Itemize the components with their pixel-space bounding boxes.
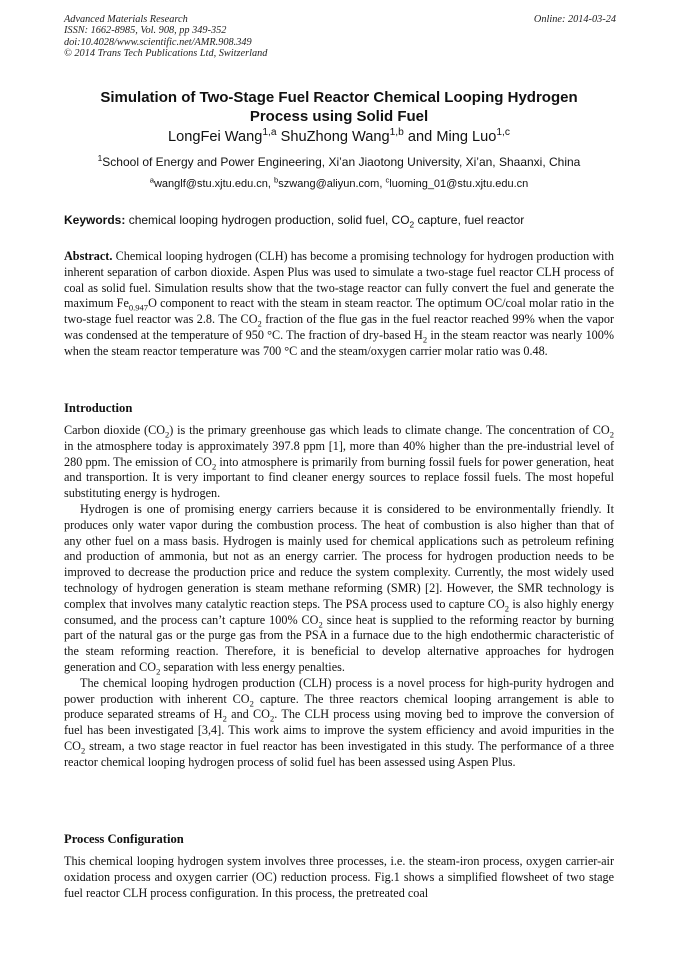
journal-name: Advanced Materials Research [64,14,188,25]
subscript: 2 [249,697,254,708]
email-a-mark: a [149,175,154,185]
author-1-affil: 1,a [262,127,277,139]
email-b-mark: b [274,175,279,185]
copyright-line: © 2014 Trans Tech Publications Ltd, Switzerland [64,48,268,60]
paragraph-text: in the atmosphere today is approximately 397.8 ppm [1], more than 40% higher than the pre-industrial level of 280 ppm. The emission of CO [64,438,614,469]
online-date: Online: 2014-03-24 [533,14,616,25]
title-line-2: Process using Solid Fuel [249,108,429,125]
keywords-label: Keywords: [64,213,126,227]
abstract-text: O component to react with the steam in steam reactor. The optimum OC/coal molar ratio in the two-stage fuel reactor was 2.8. The CO [64,296,614,327]
title-line-1: Simulation of Two-Stage Fuel Reactor Chemical Looping Hydrogen [100,89,578,106]
affiliation-mark: 1 [97,153,103,163]
author-conjunction: and [407,129,433,145]
email-c[interactable]: luoming_01@stu.xjtu.edu.cn [389,178,529,190]
email-c-mark: c [385,175,390,185]
keywords-subscript: 2 [409,219,415,230]
author-1: LongFei Wang [167,129,263,145]
paragraph-text: The chemical looping hydrogen production (CLH) process is a novel process for high-purity hydrogen and power production with inherent CO [64,675,614,706]
author-list [60,128,618,146]
paragraph-text: is also highly energy consumed, and the process can’t capture 100% CO [64,596,614,627]
paragraph-text: into atmosphere is primarily from burning fossil fuels for power generation, heat and transportion. It is very important to find cleaner energy sources to replace fossil fuels. The most hopeful substituting energy is hydrogen. [64,454,614,501]
author-3: Ming Luo [436,129,497,145]
email-a[interactable]: wanglf@stu.xjtu.edu.cn, [153,178,271,190]
subscript: 2 [422,334,428,345]
abstract-text: in the steam reactor was nearly 100% when the steam reactor temperature was 700 °C and the steam/oxygen carrier molar ratio was 0.48. [64,327,615,358]
issn-line: ISSN: 1662-8985, Vol. 908, pp 349-352 [64,25,227,37]
paragraph-text: stream, a two stage reactor in fuel reactor has been investigated in this study. The performance of a three reactor chemical looping hydrogen process of solid fuel has been assessed using Aspen Plus. [64,738,615,769]
abstract-text: Chemical looping hydrogen (CLH) has become a promising technology for hydrogen production with inherent separation of carbon dioxide. Aspen Plus was used to simulate a two-stage fuel reactor CLH process of coal as solid fuel. Simulation results show that the two-stage reactor can fully convert the fuel and generate the maximum Fe [64,249,615,311]
abstract-label: Abstract. [64,249,113,263]
paragraph-text: Hydrogen is one of promising energy carriers because it is considered to be environmentally friendly. It produces only water vapor during the combustion process. The heat of combustion is also higher than that of any other fuel on a mass basis. Hydrogen is mainly used for chemical applications such as petroleum refining and production of ammonia, but not as an energy carrier. The process for hydrogen production needs to be improved to decrease the production price and reduce the system complexity. Currently, the most widely used technology of hydrogen generation is steam methane reforming (SMR) [2]. However, the SMR technology is complex that involves many catalytic reaction steps. The PSA process used to capture CO [64,501,614,611]
abstract [64,249,614,360]
paragraph-text: Carbon dioxide (CO [64,423,166,437]
subscript: 2 [504,603,510,614]
process-paragraph-1: This chemical looping hydrogen system involves three processes, i.e. the steam-iron process, oxygen carrier-air oxidation process and oxygen carrier (OC) reduction process. Fig.1 shows a simplified flowsheet of two stage fuel reactor CLH process configuration. In this process, the pretreated coal [64,854,614,900]
keywords [64,213,616,228]
email-list [60,177,618,191]
subscript: 2 [156,666,161,677]
keywords-text-2: capture, fuel reactor [417,213,525,227]
subscript: 2 [609,429,614,440]
paragraph-text: since heat is supplied to the reforming reactor by burning part of the natural gas or the purge gas from the PSA in a furnace due to the high endothermic characteristic of the steam reforming reaction. Therefore, it is beneficial to develop alternative approaches for hydrogen generation and CO [64,612,615,674]
author-3-affil: 1,c [496,127,511,139]
subscript: 2 [270,713,275,724]
paragraph-text: separation with less energy penalties. [163,659,345,674]
process-configuration-heading: Process Configuration [64,832,184,846]
paragraph-text: capture. The three reactors chemical looping arrangement is able to produce separated streams of H [64,691,614,722]
introduction-heading: Introduction [64,401,133,415]
email-b[interactable]: szwang@aliyun.com, [278,178,383,190]
subscript: 2 [318,619,323,629]
paragraph-text: ) is the primary greenhouse gas which leads to climate change. The concentration of CO [169,423,610,437]
subscript: 0.947 [128,302,149,313]
author-2-affil: 1,b [389,127,404,139]
keywords-text-1: chemical looping hydrogen production, solid fuel, CO [128,213,410,227]
affiliation [60,155,618,170]
subscript: 2 [257,318,262,329]
intro-paragraph-1 [64,423,614,502]
introduction-body [64,423,614,771]
process-configuration-body [64,854,614,901]
paragraph-text: and CO [231,707,270,722]
subscript: 2 [211,461,217,472]
abstract-paragraph [64,249,614,360]
subscript: 2 [165,429,170,440]
doi-line: doi:10.4028/www.scientific.net/AMR.908.349 [64,36,252,48]
paragraph-text: . The CLH process using moving bed to improve the conversion of fuel has been investigated [3,4]. This work aims to improve the system efficiency and avoid impurities in the CO [64,707,615,753]
author-2: ShuZhong Wang [280,129,390,145]
paper-title [60,88,618,126]
abstract-text: fraction of the flue gas in the fuel reactor reached 99% when the vapor was condensed at the temperature of 950 °C. The fraction of dry-based H [64,312,615,342]
subscript: 2 [222,713,227,724]
intro-paragraph-2 [64,502,614,676]
intro-paragraph-3 [64,676,614,771]
affiliation-text: School of Energy and Power Engineering, Xi’an Jiaotong University, Xi’an, Shaanxi, China [102,155,581,169]
subscript: 2 [80,745,86,756]
